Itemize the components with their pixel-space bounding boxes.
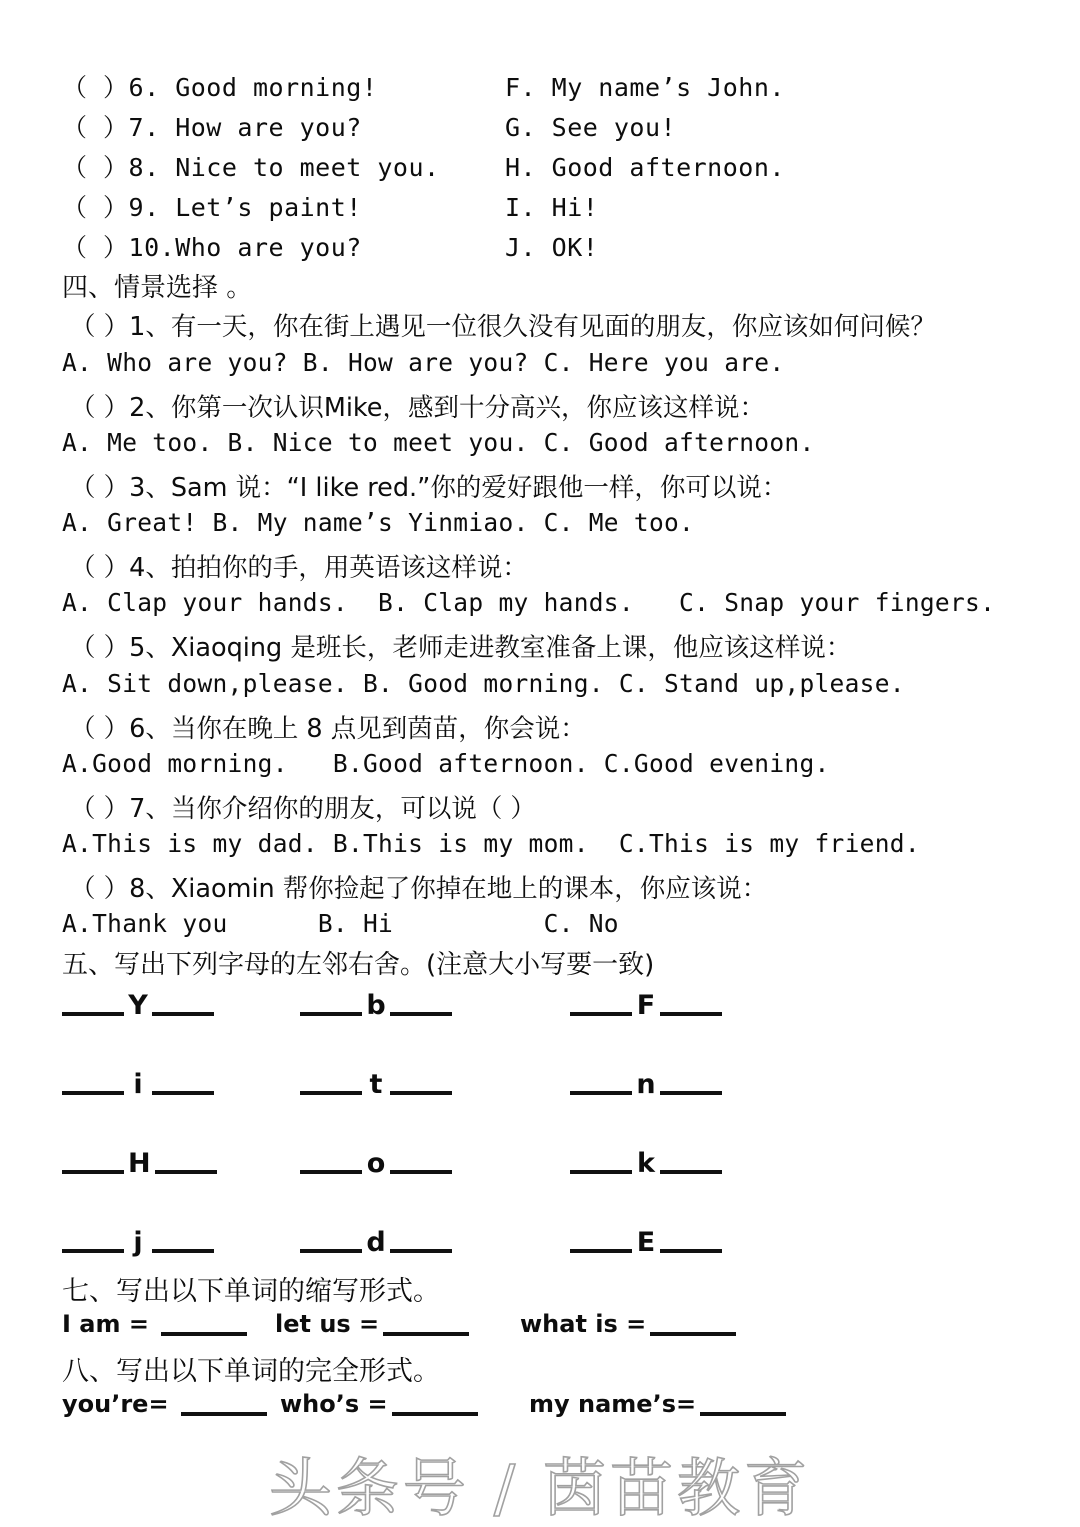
letter-blank[interactable] — [62, 1229, 214, 1256]
section-five-heading: 五、写出下列字母的左邻右舍。(注意大小写要一致) — [62, 950, 655, 980]
table-row — [62, 148, 1022, 188]
blank-line-right — [660, 1170, 722, 1174]
letter-blank[interactable] — [300, 1229, 452, 1256]
blank-line-left — [300, 1012, 362, 1016]
blank-line-right — [390, 1249, 452, 1253]
expansion-label: you’re= — [62, 1390, 177, 1418]
matching-item-left: （ ）7. How are you? — [62, 113, 362, 142]
letter-blank[interactable] — [300, 992, 452, 1019]
letter-glyph: o — [366, 1148, 386, 1179]
section-four-heading: 四、情景选择 。 — [62, 273, 253, 303]
letter-glyph: E — [636, 1227, 656, 1258]
matching-item-left: （ ）8. Nice to meet you. — [62, 153, 440, 182]
question-prompt-2: （ ）2、你第一次认识Mike，感到十分高兴，你应该这样说： — [70, 393, 765, 423]
letter-row — [62, 1071, 762, 1150]
table-row — [62, 68, 1022, 108]
blank-line-left — [300, 1091, 362, 1095]
letter-blank[interactable] — [62, 1150, 217, 1177]
question-prompt-7: （ ）7、当你介绍你的朋友，可以说（ ） — [70, 794, 536, 824]
letter-glyph: j — [133, 1227, 143, 1258]
contraction-item-what-is[interactable] — [520, 1310, 736, 1338]
question-options-7: A.This is my dad. B.This is my mom. C.This is my friend. — [62, 829, 920, 858]
blank-line-right — [152, 1091, 214, 1095]
answer-blank[interactable] — [383, 1332, 469, 1336]
contraction-item-let-us[interactable] — [275, 1310, 469, 1338]
matching-item-right: I. Hi! — [505, 193, 599, 222]
letter-blank[interactable] — [300, 1150, 452, 1177]
matching-item-left: （ ）6. Good morning! — [62, 73, 378, 102]
letter-blank[interactable] — [570, 992, 722, 1019]
matching-item-left: （ ）9. Let’s paint! — [62, 193, 362, 222]
letter-blank[interactable] — [570, 1150, 722, 1177]
blank-line-left — [62, 1012, 124, 1016]
letter-glyph: F — [636, 990, 656, 1021]
watermark: 头条号 / 茵苗教育 — [268, 1452, 812, 1525]
letter-glyph: d — [366, 1227, 386, 1258]
section-seven-heading: 七、写出以下单词的缩写形式。 — [62, 1276, 440, 1306]
blank-line-right — [152, 1012, 214, 1016]
matching-item-right: G. See you! — [505, 113, 677, 142]
blank-line-right — [660, 1091, 722, 1095]
blank-line-right — [152, 1249, 214, 1253]
blank-line-right — [660, 1012, 722, 1016]
blank-line-right — [660, 1249, 722, 1253]
answer-blank[interactable] — [392, 1412, 478, 1416]
blank-line-left — [570, 1170, 632, 1174]
answer-blank[interactable] — [650, 1332, 736, 1336]
table-row — [62, 228, 1022, 268]
question-prompt-1: （ ）1、有一天，你在街上遇见一位很久没有见面的朋友，你应该如何问候？ — [70, 312, 936, 342]
blank-line-left — [62, 1170, 124, 1174]
letter-blank[interactable] — [300, 1071, 452, 1098]
blank-line-right — [390, 1170, 452, 1174]
letter-glyph: k — [637, 1148, 655, 1179]
matching-item-right: J. OK! — [505, 233, 599, 262]
question-options-2: A. Me too. B. Nice to meet you. C. Good afternoon. — [62, 428, 815, 457]
question-options-5: A. Sit down,please. B. Good morning. C. Stand up,please. — [62, 669, 905, 698]
table-row — [62, 188, 1022, 228]
question-prompt-4: （ ）4、拍拍你的手，用英语该这样说： — [70, 553, 528, 583]
question-options-8: A.Thank you B. Hi C. No — [62, 909, 619, 938]
letter-neighbours-grid — [62, 992, 762, 1308]
question-prompt-5: （ ）5、Xiaoqing 是班长，老师走进教室准备上课，他应该这样说： — [70, 633, 852, 663]
blank-line-left — [570, 1091, 632, 1095]
blank-line-right — [155, 1170, 217, 1174]
expansion-label: my name’s= — [529, 1390, 697, 1418]
expansion-item-my-names[interactable] — [529, 1390, 786, 1418]
expansion-answer-row — [62, 1390, 1062, 1430]
blank-line-left — [300, 1249, 362, 1253]
question-prompt-6: （ ）6、当你在晚上 8 点见到茵苗，你会说： — [70, 714, 586, 744]
contraction-answer-row — [62, 1310, 1062, 1350]
blank-line-left — [62, 1091, 124, 1095]
letter-row — [62, 1150, 762, 1229]
matching-item-right: H. Good afternoon. — [505, 153, 785, 182]
letter-row — [62, 992, 762, 1071]
blank-line-left — [62, 1249, 124, 1253]
contraction-item-i-am[interactable] — [62, 1310, 247, 1338]
letter-blank[interactable] — [62, 992, 214, 1019]
contraction-label: what is = — [520, 1310, 647, 1338]
answer-blank[interactable] — [700, 1412, 786, 1416]
matching-item-left: （ ）10.Who are you? — [62, 233, 362, 262]
blank-line-left — [570, 1249, 632, 1253]
question-options-6: A.Good morning. B.Good afternoon. C.Good evening. — [62, 749, 830, 778]
blank-line-left — [300, 1170, 362, 1174]
matching-exercise — [62, 68, 1022, 268]
answer-blank[interactable] — [181, 1412, 267, 1416]
answer-blank[interactable] — [161, 1332, 247, 1336]
question-options-1: A. Who are you? B. How are you? C. Here you are. — [62, 348, 785, 377]
blank-line-right — [390, 1091, 452, 1095]
letter-glyph: t — [369, 1069, 383, 1100]
expansion-label: who’s = — [280, 1390, 388, 1418]
expansion-item-whos[interactable] — [280, 1390, 478, 1418]
matching-item-right: F. My name’s John. — [505, 73, 785, 102]
section-eight-heading: 八、写出以下单词的完全形式。 — [62, 1356, 440, 1386]
letter-glyph: Y — [128, 990, 148, 1021]
expansion-item-youre[interactable] — [62, 1390, 267, 1418]
table-row — [62, 108, 1022, 148]
blank-line-left — [570, 1012, 632, 1016]
question-prompt-8: （ ）8、Xiaomin 帮你捡起了你掉在地上的课本，你应该说： — [70, 874, 768, 904]
letter-glyph: b — [366, 990, 386, 1021]
question-prompt-3: （ ）3、Sam 说：“I like red.”你的爱好跟他一样，你可以说： — [70, 473, 788, 503]
letter-blank[interactable] — [570, 1229, 722, 1256]
letter-glyph: i — [133, 1069, 143, 1100]
letter-glyph: H — [128, 1148, 151, 1179]
contraction-label: let us = — [275, 1310, 380, 1338]
contraction-label: I am = — [62, 1310, 158, 1338]
question-options-3: A. Great! B. My name’s Yinmiao. C. Me too. — [62, 508, 695, 537]
blank-line-right — [390, 1012, 452, 1016]
letter-blank[interactable] — [570, 1071, 722, 1098]
letter-blank[interactable] — [62, 1071, 214, 1098]
question-options-4: A. Clap your hands. B. Clap my hands. C. Snap your fingers. — [62, 588, 996, 617]
letter-glyph: n — [636, 1069, 656, 1100]
